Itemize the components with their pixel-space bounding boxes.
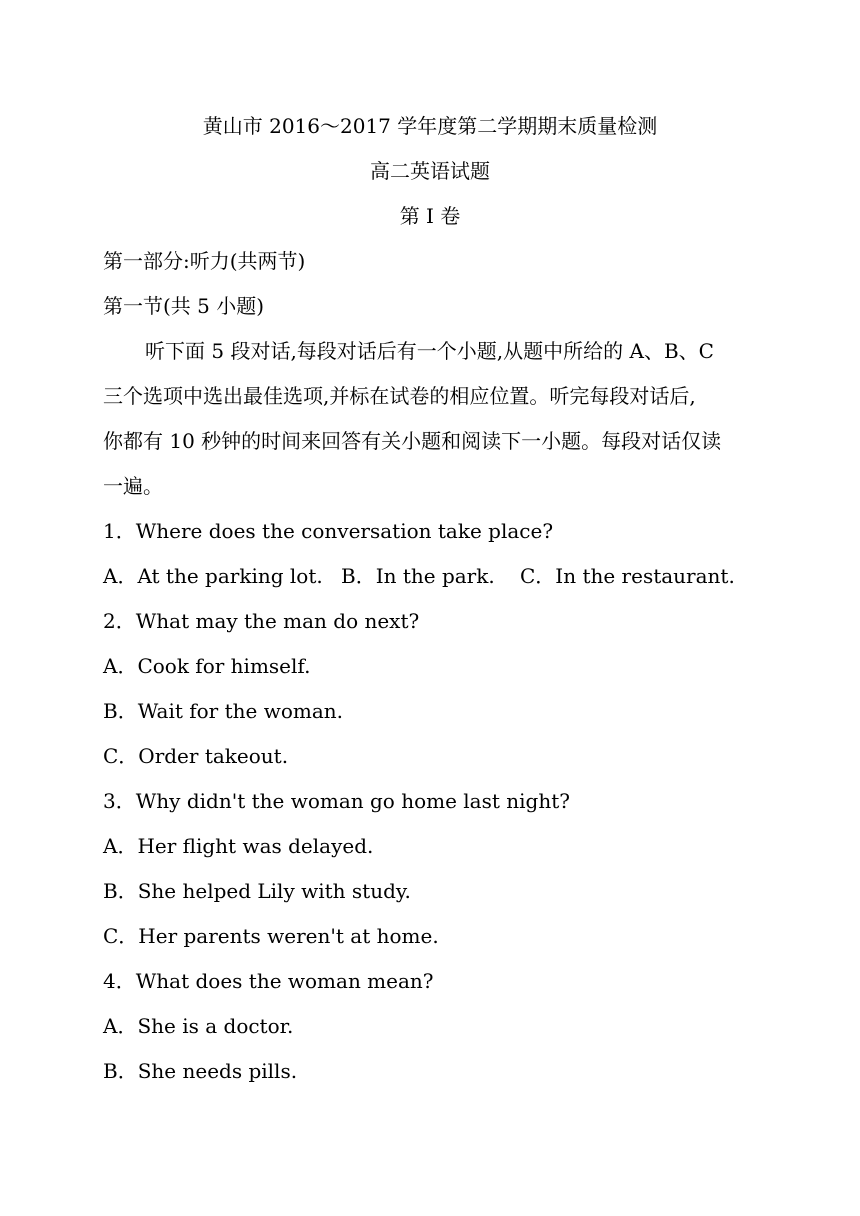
question-3-option-b: B．She helped Lily with study. xyxy=(103,879,411,903)
instructions-line: 你都有 10 秒钟的时间来回答有关小题和阅读下一小题。每段对话仅读 xyxy=(103,429,722,453)
volume-heading: 第 I 卷 xyxy=(399,204,461,228)
question-2-option-c: C．Order takeout. xyxy=(103,744,289,768)
instructions-line: 听下面 5 段对话,每段对话后有一个小题,从题中所给的 A、B、C xyxy=(145,339,714,363)
question-2-option-b: B．Wait for the woman. xyxy=(103,699,343,723)
question-2-option-a: A．Cook for himself. xyxy=(103,654,311,678)
instructions-line: 一遍。 xyxy=(103,474,163,498)
question-3-option-a: A．Her flight was delayed. xyxy=(103,834,374,858)
question-1-option-b: B．In the park. xyxy=(341,564,495,588)
question-1-option-c: C．In the restaurant. xyxy=(520,564,735,588)
question-1-option-a: A．At the parking lot. xyxy=(103,564,323,588)
question-4-option-a: A．She is a doctor. xyxy=(103,1014,294,1038)
question-1-stem: 1．Where does the conversation take place? xyxy=(103,519,554,543)
question-3-stem: 3．Why didn't the woman go home last night? xyxy=(103,789,570,813)
question-4-stem: 4．What does the woman mean? xyxy=(103,969,434,993)
part-heading: 第一部分:听力(共两节) xyxy=(103,249,306,273)
exam-title: 黄山市 2016～2017 学年度第二学期期末质量检测 xyxy=(202,114,658,138)
section-heading: 第一节(共 5 小题) xyxy=(103,294,265,318)
question-4-option-b: B．She needs pills. xyxy=(103,1059,298,1083)
instructions-line: 三个选项中选出最佳选项,并标在试卷的相应位置。听完每段对话后, xyxy=(103,384,696,408)
question-2-stem: 2．What may the man do next? xyxy=(103,609,420,633)
question-3-option-c: C．Her parents weren't at home. xyxy=(103,924,439,948)
exam-subtitle: 高二英语试题 xyxy=(370,159,490,183)
